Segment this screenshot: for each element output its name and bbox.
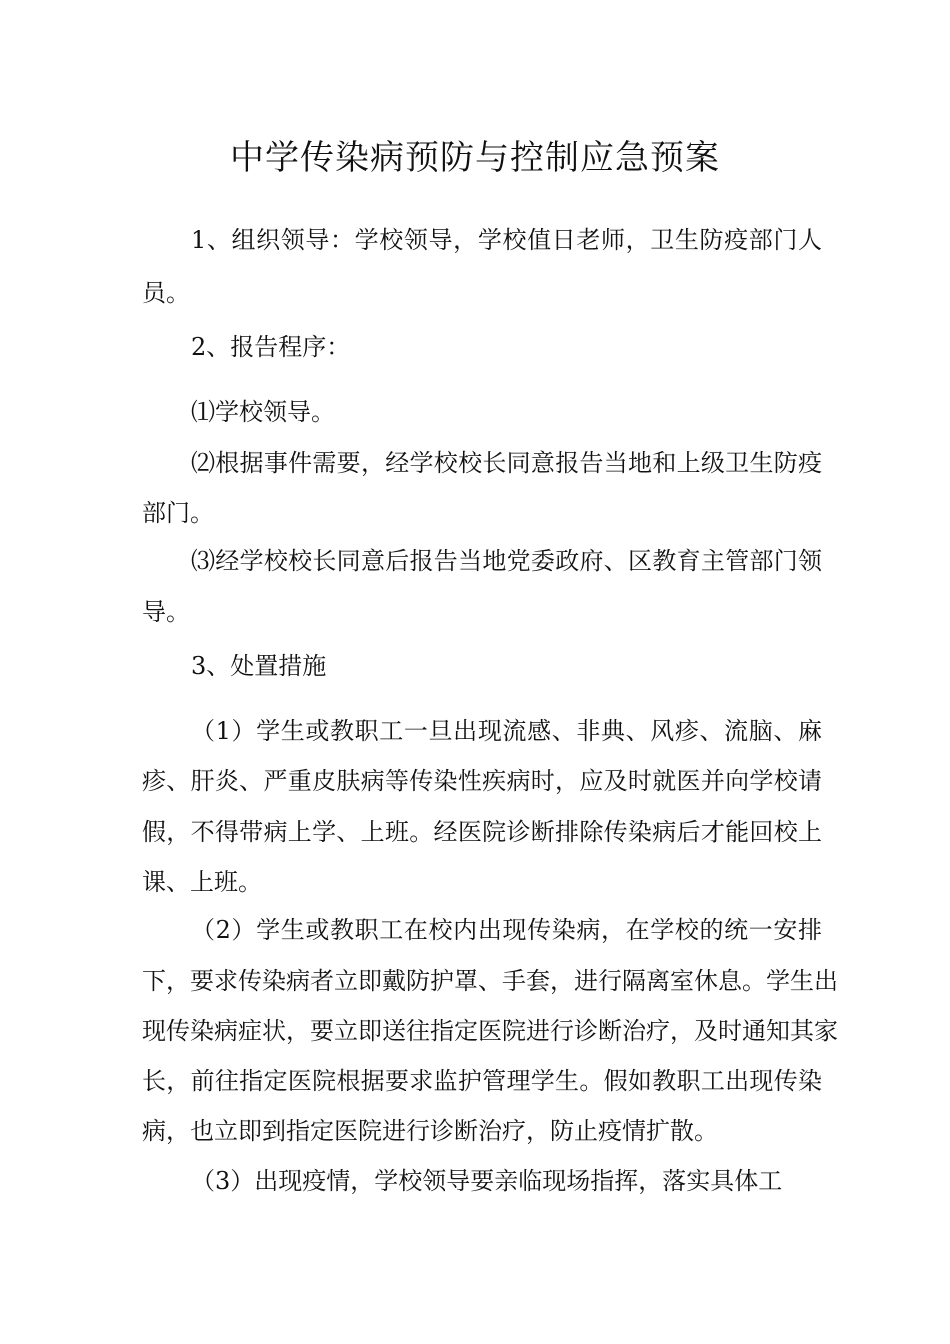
report-item-1: ⑴学校领导。: [191, 398, 335, 426]
measure-1-line-4: 课、上班。: [142, 868, 262, 896]
measure-2-line-4: 长，前往指定医院根据要求监护管理学生。假如教职工出现传染: [142, 1067, 822, 1095]
section-1-line-1: 1、组织领导：学校领导，学校值日老师，卫生防疫部门人: [191, 226, 822, 254]
measure-2-line-5: 病，也立即到指定医院进行诊断治疗，防止疫情扩散。: [142, 1117, 718, 1145]
section-2-heading: 2、报告程序：: [191, 333, 351, 361]
report-item-3-line-1: ⑶经学校校长同意后报告当地党委政府、区教育主管部门领: [191, 547, 822, 575]
document-title: 中学传染病预防与控制应急预案: [230, 138, 720, 178]
measure-3-line-1: （3）出现疫情，学校领导要亲临现场指挥，落实具体工: [191, 1167, 783, 1195]
section-3-heading: 3、处置措施: [191, 652, 327, 680]
measure-1-line-1: （1）学生或教职工一旦出现流感、非典、风疹、流脑、麻: [191, 717, 822, 745]
section-1-line-2: 员。: [142, 279, 190, 307]
measure-2-line-1: （2）学生或教职工在校内出现传染病，在学校的统一安排: [191, 916, 822, 944]
report-item-2-line-1: ⑵根据事件需要，经学校校长同意报告当地和上级卫生防疫: [191, 449, 822, 477]
measure-2-line-2: 下，要求传染病者立即戴防护罩、手套，进行隔离室休息。学生出: [142, 967, 838, 995]
measure-2-line-3: 现传染病症状，要立即送往指定医院进行诊断治疗，及时通知其家: [142, 1017, 838, 1045]
report-item-3-line-2: 导。: [142, 598, 190, 626]
measure-1-line-2: 疹、肝炎、严重皮肤病等传染性疾病时，应及时就医并向学校请: [142, 767, 822, 795]
measure-1-line-3: 假，不得带病上学、上班。经医院诊断排除传染病后才能回校上: [142, 818, 822, 846]
report-item-2-line-2: 部门。: [142, 499, 214, 527]
